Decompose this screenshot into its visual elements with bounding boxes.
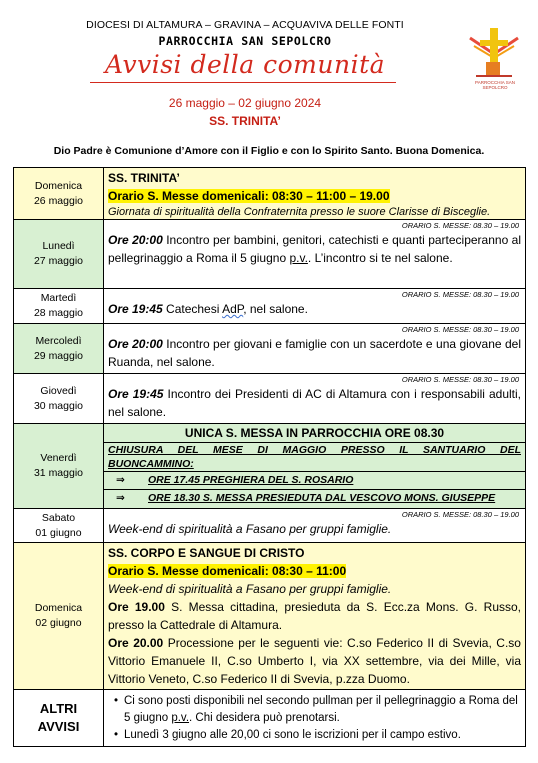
event-text: Ore 19:45 Catechesi AdP, nel salone. [108,302,308,316]
week-dates: 26 maggio – 02 giugno 2024 [168,96,322,110]
day-date: 02 giugno [35,617,82,629]
content-cell [104,690,525,746]
row-lunedi-27 [14,220,525,289]
parrocchia-line: PARROCCHIA SAN SEPOLCRO [158,34,332,48]
motto: Dio Padre è Comunione d’Amore con il Figlio e con lo Spirito Santo. Buona Domenica. [53,145,485,157]
day-name: Venerdì [40,452,77,464]
day-cell [14,220,104,288]
day-date: 27 maggio [33,255,84,267]
arrow-icon: ⇒ [116,492,125,504]
event-text: Ore 19:45 Incontro dei Presidenti di AC di Altamura con i responsabili adulti, nel salone. [108,387,521,419]
list-item: • Ci sono posti disponibili nel secondo pullman per il pellegrinaggio a Roma del 5 giugno p.v.. Chi desidera può prenotarsi. [108,693,521,727]
content-cell [104,220,525,288]
day-cell [14,690,104,746]
title-underline [90,82,396,83]
event-text: Ore 19.00 S. Messa cittadina, presieduta da S. Ecc.za Mons. G. Russo, presso la Cattedrale di Altamura. [108,600,521,632]
row-giovedi-30 [14,374,525,424]
mass-times-small: ORARIO S. MESSE: 08.30 – 19.00 [401,221,519,230]
section-label: ALTRI [39,701,78,716]
bullet-icon: • [113,695,119,707]
diocesi-line: DIOCESI DI ALTAMURA – GRAVINA – ACQUAVIVA DELLE FONTI [86,19,404,31]
single-mass-notice: UNICA S. MESSA IN PARROCCHIA ORE 08.30 [184,426,445,440]
event-time: Ore 20.00 [108,636,164,650]
day-cell [14,324,104,373]
content-cell [104,168,525,219]
event-text: Ore 20:00 Incontro per giovani e famiglie con un sacerdote e una giovane del Ruanda, nel salone. [108,337,521,369]
content-cell [104,289,525,323]
day-name: Domenica [34,602,83,614]
day-cell [14,509,104,542]
content-cell [104,509,525,542]
sunday-mass-times: Orario S. Messe domenicali: 08:30 – 11:00 – 19.00 [108,189,390,203]
section-label: AVVISI [37,719,80,734]
header [0,0,538,165]
row-sabato-01 [14,509,525,543]
mass-times-small: ORARIO S. MESSE: 08.30 – 19.00 [401,325,519,334]
event-time: Ore 19:45 [108,302,163,316]
feast-title: SS. CORPO E SANGUE DI CRISTO [108,546,305,560]
day-date: 01 giugno [35,526,82,539]
logo-caption: PARROCCHIA SAN SEPOLCRO [475,80,515,90]
event-note: Week-end di spiritualità a Fasano per gruppi famiglie. [108,522,392,536]
content-cell [104,324,525,373]
row-altri-avvisi [14,690,525,746]
bullet-icon: • [113,729,119,741]
day-date: 30 maggio [33,399,84,412]
day-name: Lunedì [42,240,75,252]
event-text: Ore 20.00 Processione per le seguenti vie: C.so Federico II di Svevia, C.so Vittorio Emanuele II, C.so Umberto I, via XX settembre, via dei Mille, via Vittorio Veneto, C.so Federico II di Svevia, p.zza Duomo. [108,636,521,686]
mass-times-small: ORARIO S. MESSE: 08.30 – 19.00 [401,290,519,299]
arrow-icon: ⇒ [116,474,125,486]
day-date: 29 maggio [33,349,84,362]
feast-title: SS. TRINITA’ [108,171,180,185]
event-time: Ore 20:00 [108,233,163,247]
event-time: Ore 20:00 [108,337,163,351]
event-text: Ore 20:00 Incontro per bambini, genitori, catechisti e quanti parteciperanno al pellegrinaggio a Roma il 5 giugno p.v.. L’incontro si te nel salone. [108,233,522,265]
day-cell [14,543,104,689]
day-name: Sabato [41,511,76,524]
closing-month-line1: CHIUSURA DEL MESE DI MAGGIO PRESSO IL SANTUARIO DEL [108,444,521,456]
day-name: Domenica [34,179,83,192]
mass-times-small: ORARIO S. MESSE: 08.30 – 19.00 [401,375,519,384]
day-date: 26 maggio [33,194,84,207]
schedule-table [13,167,526,747]
day-cell [14,289,104,323]
event-time: Ore 19.00 [108,600,165,614]
day-cell [14,374,104,423]
list-item: ⇒ ORE 18.30 S. MESSA PRESIEDUTA DAL VESCOVO MONS. GIUSEPPE [108,490,521,507]
row-mercoledi-29 [14,324,525,374]
content-cell [104,543,525,689]
event-note: Week-end di spiritualità a Fasano per gruppi famiglie. [108,582,392,596]
event-time: Ore 19:45 [108,387,164,401]
row-domenica-26 [14,168,525,220]
row-venerdi-31 [14,424,525,509]
day-date: 28 maggio [33,307,84,319]
feast-heading: SS. TRINITA’ [209,114,281,128]
page-title: Avvisi della comunità [104,50,386,79]
day-date: 31 maggio [33,467,84,479]
day-cell [14,168,104,219]
list-item: • Lunedì 3 giugno alle 20,00 ci sono le iscrizioni per il campo estivo. [108,727,521,744]
day-name: Mercoledì [35,334,82,347]
row-domenica-02 [14,543,525,690]
event-note: Giornata di spiritualità della Confraternita presso le suore Clarisse di Bisceglie. [108,206,491,218]
list-item: ⇒ ORE 17.45 PREGHIERA DEL S. ROSARIO [108,472,521,489]
day-cell [14,424,104,508]
day-name: Giovedì [40,384,77,397]
row-martedi-28 [14,289,525,324]
day-name: Martedì [40,292,77,304]
content-cell [104,424,525,508]
mass-times-small: ORARIO S. MESSE: 08.30 – 19.00 [401,510,519,519]
closing-month-line2: BUONCAMMINO: [108,458,194,470]
content-cell [104,374,525,423]
sunday-mass-times: Orario S. Messe domenicali: 08:30 – 11:00 [108,564,347,578]
